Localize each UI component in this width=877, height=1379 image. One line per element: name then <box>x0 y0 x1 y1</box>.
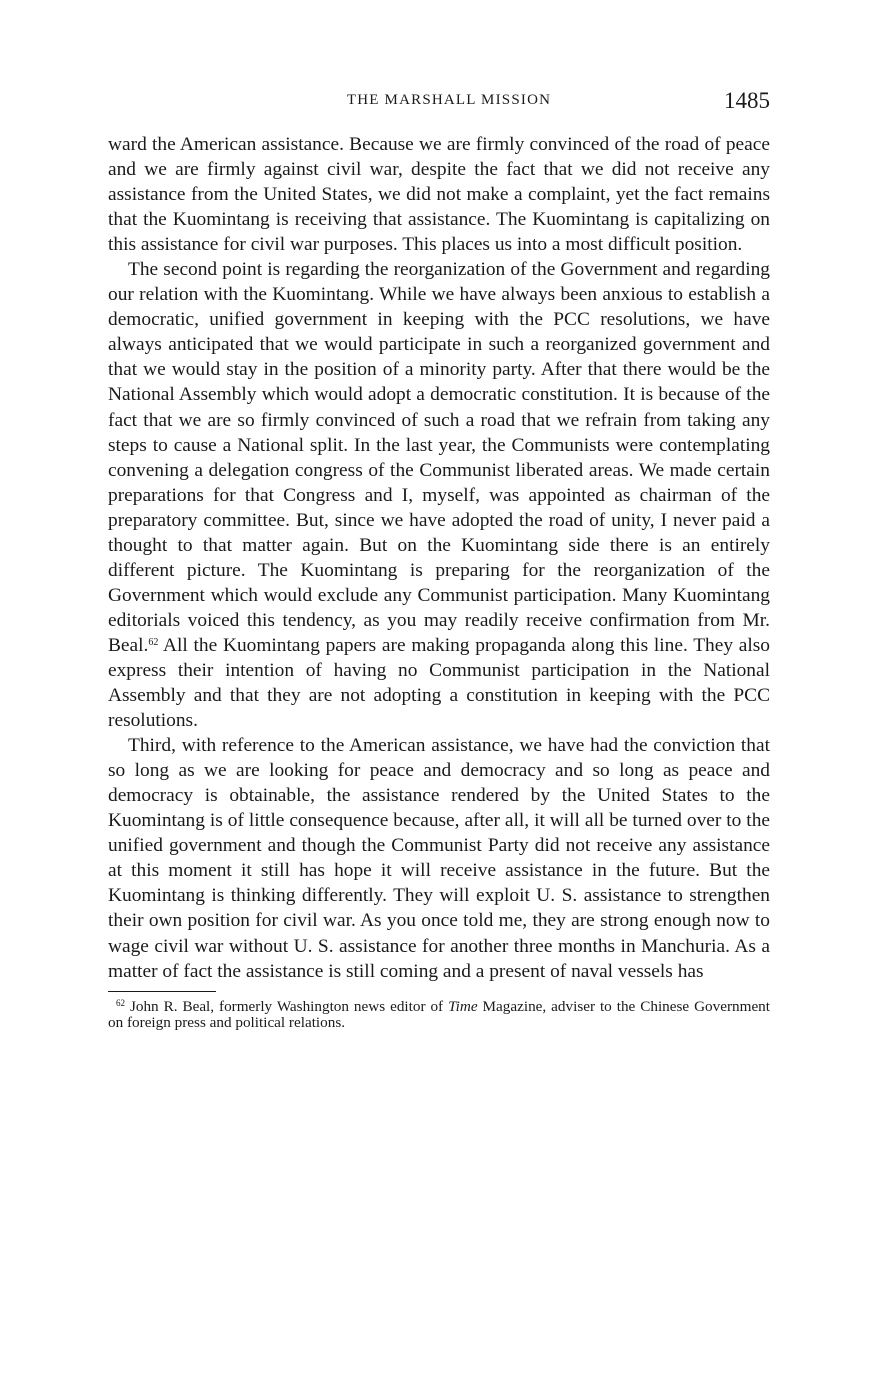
footnote-marker: 62 <box>116 997 125 1008</box>
paragraph-text: The second point is regarding the reorganization of the Government and regarding our relation with the Kuomintang. While we have always been anxious to establish a democratic, unified government in keeping with the PCC resolutions, we have always anticipated that we would participate in such a reorganized government and that we would stay in the position of a minority party. After that there would be the National Assembly which would adopt a democratic constitution. It is because of the fact that we are so firmly convinced of such a road that we refrain from taking any steps to cause a National split. In the last year, the Communists were contemplating convening a delegation congress of the Communist liberated areas. We made certain preparations for that Congress and I, myself, was appointed as chairman of the preparatory committee. But, since we have adopted the road of unity, I never paid a thought to that matter again. But on the Kuomintang side there is an entirely different picture. The Kuomintang is preparing for the reorganization of the Government which would exclude any Communist participation. Many Kuomintang editorials voiced this tendency, as you may readily receive confirmation from Mr. Beal. <box>108 259 770 656</box>
running-header <box>108 88 770 120</box>
paragraph-second-point <box>108 257 770 733</box>
body-text <box>108 132 770 984</box>
page-number: 1485 <box>724 88 770 113</box>
running-title: THE MARSHALL MISSION <box>346 92 552 108</box>
footnote-text: Magazine, adviser to the Chinese Government on foreign press and political relations. <box>108 997 771 1031</box>
paragraph-continued: ward the American assistance. Because we are firmly convinced of the road of peace and we are firmly against civil war, despite the fact that we did not receive any assistance from the United States, we did not make a complaint, yet the fact remains that the Kuomintang is receiving that assistance. The Kuomintang is capitalizing on this assistance for civil war purposes. This places us into a most difficult position. <box>108 134 770 256</box>
footnote-divider <box>108 991 216 992</box>
document-page <box>108 88 770 1031</box>
paragraph-third-point: Third, with reference to the American assistance, we have had the conviction that so long as we are looking for peace and democracy and so long as peace and democracy is obtainable, the assistance rendered by the United States to the Kuomintang is of little consequence because, after all, it will all be turned over to the unified government and though the Communist Party did not receive any assistance at this moment it still has hope it will receive assistance in the future. But the Kuomintang is thinking differently. They will exploit U. S. assistance to strengthen their own position for civil war. As you once told me, they are strong enough now to wage civil war without U. S. assistance for another three months in Manchuria. As a matter of fact the assistance is still coming and a present of naval vessels has <box>108 735 770 982</box>
footnote-text: John R. Beal, formerly Washington news editor of <box>125 997 449 1015</box>
footnote <box>108 999 770 1031</box>
footnote-italic-title: Time <box>448 997 478 1015</box>
footnote-reference: 62 <box>148 636 159 648</box>
paragraph-text: All the Kuomintang papers are making propaganda along this line. They also express their intention of having no Communist participation in the National Assembly and that they are not adopting a constitution in keeping with the PCC resolutions. <box>108 634 770 732</box>
